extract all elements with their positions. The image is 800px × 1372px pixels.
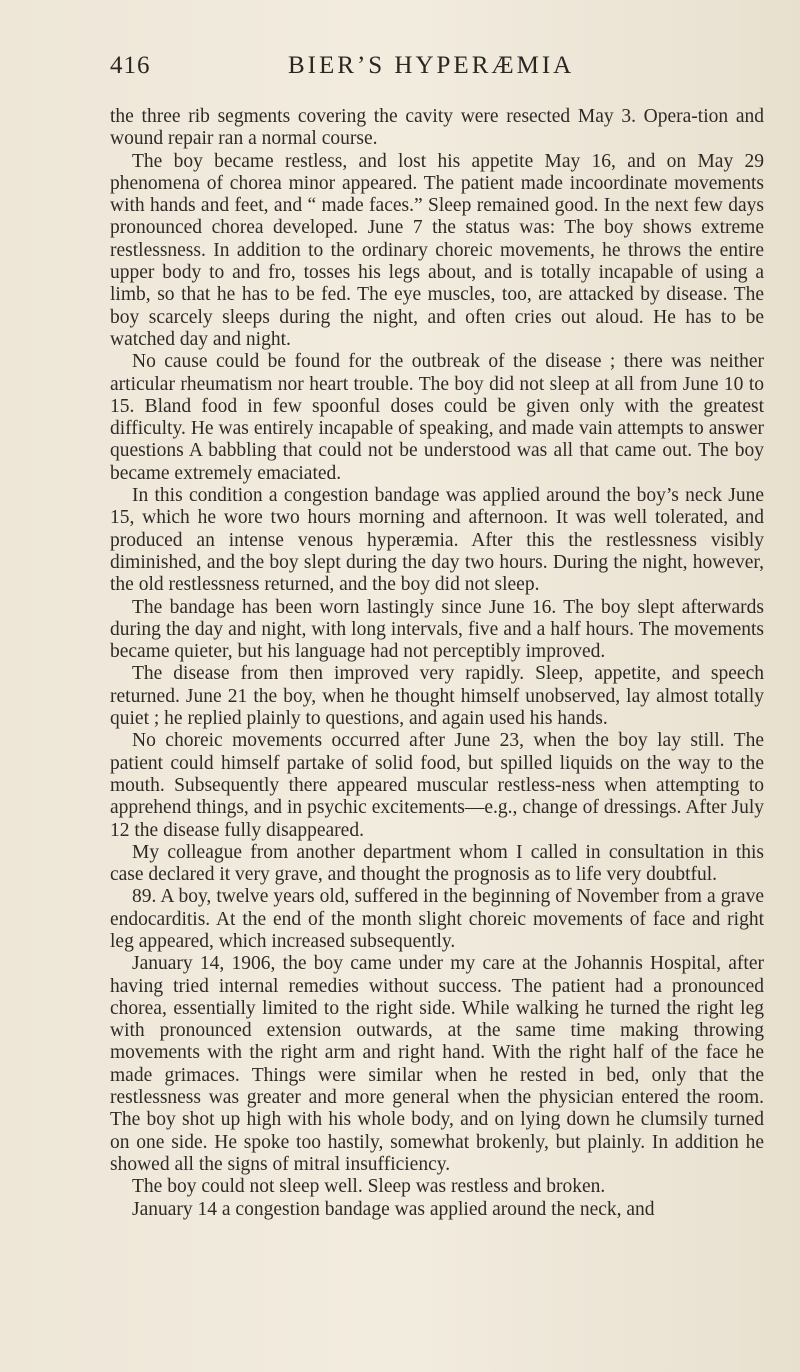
paragraph: No cause could be found for the outbreak of the disease ; there was neither articular rheumatism nor heart trouble. The boy did not sleep at all from June 10 to 15. Bland food in few spoonful doses could be given only with the greatest difficulty. He was entirely incapable of speaking, and made vain attempts to answer questions A babbling that could not be understood was all that came out. The boy became extremely emaciated. (110, 351, 764, 484)
paragraph: The bandage has been worn lastingly since June 16. The boy slept afterwards during the day and night, with long intervals, five and a half hours. The movements became quieter, but his language had not perceptibly improved. (110, 596, 764, 663)
paragraph: The boy became restless, and lost his appetite May 16, and on May 29 phenomena of chorea minor appeared. The patient made incoordinate movements with hands and feet, and “ made faces.” Sleep remained good. In the next few days pronounced chorea developed. June 7 the status was: The boy shows extreme restlessness. In addition to the ordinary choreic movements, he throws the entire upper body to and fro, tosses his legs about, and is totally incapable of using a limb, so that he has to be fed. The eye muscles, too, are attacked by disease. The boy scarcely sleeps during the night, and often cries out aloud. He has to be watched day and night. (110, 150, 764, 350)
paragraph: January 14, 1906, the boy came under my care at the Johannis Hospital, after having tried internal remedies without success. The patient had a pronounced chorea, essentially limited to the right side. While walking he turned the right leg with pronounced extension outwards, at the same time making throwing movements with the right arm and right hand. With the right half of the face he made grimaces. Things were similar when he rested in bed, only that the restlessness was greater and more general when the physician entered the room. The boy shot up high with his whole body, and on lying down he clumsily turned on one side. He spoke too hastily, somewhat brokenly, but plainly. In addition he showed all the signs of mitral insufficiency. (110, 953, 764, 1175)
paragraph: the three rib segments covering the cavity were resected May 3. Opera-tion and wound repair ran a normal course. (110, 106, 764, 150)
running-head: BIER’S HYPERÆMIA (288, 52, 575, 79)
paragraph: The disease from then improved very rapidly. Sleep, appetite, and speech returned. June 21 the boy, when he thought himself unobserved, lay almost totally quiet ; he replied plainly to questions, and again used his hands. (110, 663, 764, 730)
page-number: 416 (110, 52, 151, 79)
page-header (110, 52, 730, 86)
paragraph: In this condition a congestion bandage was applied around the boy’s neck June 15, which he wore two hours morning and afternoon. It was well tolerated, and produced an intense venous hyperæmia. After this the restlessness visibly diminished, and the boy slept during the day two hours. During the night, however, the old restlessness returned, and the boy did not sleep. (110, 485, 764, 596)
body-text (110, 106, 764, 1221)
paragraph: No choreic movements occurred after June 23, when the boy lay still. The patient could himself partake of solid food, but spilled liquids on the way to the mouth. Subsequently there appeared muscular restless-ness when attempting to apprehend things, and in psychic excitements—e.g., change of dressings. After July 12 the disease fully disappeared. (110, 730, 764, 841)
paragraph: January 14 a congestion bandage was applied around the neck, and (132, 1198, 655, 1220)
paragraph: My colleague from another department whom I called in consultation in this case declared it very grave, and thought the prognosis as to life very doubtful. (110, 841, 764, 886)
paragraph: The boy could not sleep well. Sleep was restless and broken. (132, 1176, 606, 1198)
paragraph: 89. A boy, twelve years old, suffered in the beginning of November from a grave endocarditis. At the end of the month slight choreic movements of face and right leg appeared, which increased subsequently. (110, 886, 764, 952)
